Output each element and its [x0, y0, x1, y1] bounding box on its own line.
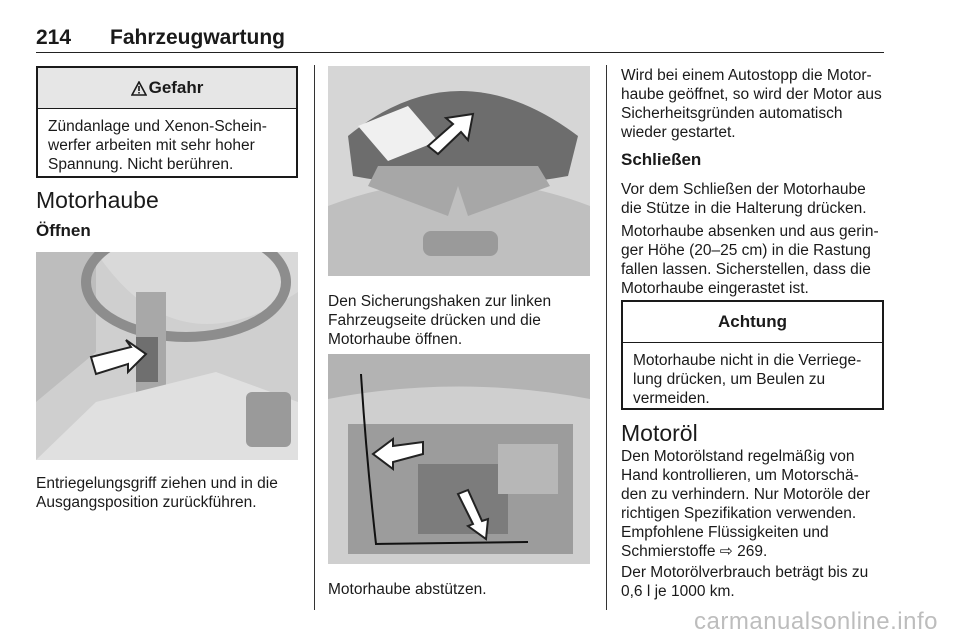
autostop-paragraph: Wird bei einem Autostopp die Motor- haube geöffnet, so wird der Motor aus Sicherheitsgründen automatisch wieder gestartet.: [621, 67, 882, 141]
caution-box-header: [623, 302, 882, 343]
hood-release-lever-illustration: [36, 252, 298, 460]
hood-prop-rod-illustration: [328, 354, 590, 564]
caution-box-title: Achtung: [718, 312, 787, 331]
danger-box-title: Gefahr: [148, 78, 204, 97]
header-divider: [36, 52, 884, 53]
oil-paragraph-1: [621, 447, 891, 561]
oil-page-reference[interactable]: 269.: [737, 543, 768, 560]
danger-box-text: Zündanlage und Xenon-Schein- werfer arbeiten mit sehr hoher Spannung. Nicht berühren.: [48, 118, 267, 173]
car-front-hood-illustration: [328, 66, 590, 276]
column-divider-2: [606, 65, 607, 610]
caption-release-hook: Den Sicherungshaken zur linken Fahrzeugseite drücken und die Motorhaube öffnen.: [328, 293, 552, 348]
warning-triangle-icon: [131, 81, 147, 96]
caution-box-text: Motorhaube nicht in die Verriege- lung drücken, um Beulen zu vermeiden.: [633, 352, 862, 407]
close-paragraph-2: Motorhaube absenken und aus gerin- ger Höhe (20–25 cm) in die Rastung fallen lassen. Sicherstellen, dass die Motorhaube eingerastet ist.: [621, 223, 879, 297]
heading-motorhaube: Motorhaube: [36, 187, 159, 213]
section-title: Fahrzeugwartung: [110, 26, 286, 49]
page-reference-arrow-icon: ⇨: [719, 543, 733, 560]
close-paragraph-1: Vor dem Schließen der Motorhaube die Stütze in die Halterung drücken.: [621, 181, 867, 217]
oil-paragraph-1-text: Den Motorölstand regelmäßig von Hand kontrollieren, um Motorschä- den zu verhindern. Nur Motoröle der richtigen Spezifikation verwenden. Empfohlene Flüssigkeiten und Schmierstoffe: [621, 448, 870, 560]
subheading-oeffnen: Öffnen: [36, 221, 91, 240]
caption-open-lever: Entriegelungsgriff ziehen und in die Ausgangsposition zurückführen.: [36, 475, 278, 511]
column-divider-1: [314, 65, 315, 610]
heading-motoroel: Motoröl: [621, 420, 698, 446]
watermark: carmanualsonline.info: [694, 608, 938, 635]
caution-box: [621, 300, 884, 410]
oil-paragraph-2: Der Motorölverbrauch beträgt bis zu 0,6 l je 1000 km.: [621, 564, 869, 600]
page-number: 214: [36, 26, 72, 49]
danger-box: [36, 66, 298, 178]
caption-prop-hood: Motorhaube abstützen.: [328, 581, 487, 598]
subheading-schliessen: Schließen: [621, 150, 702, 169]
danger-box-header: [38, 68, 296, 109]
